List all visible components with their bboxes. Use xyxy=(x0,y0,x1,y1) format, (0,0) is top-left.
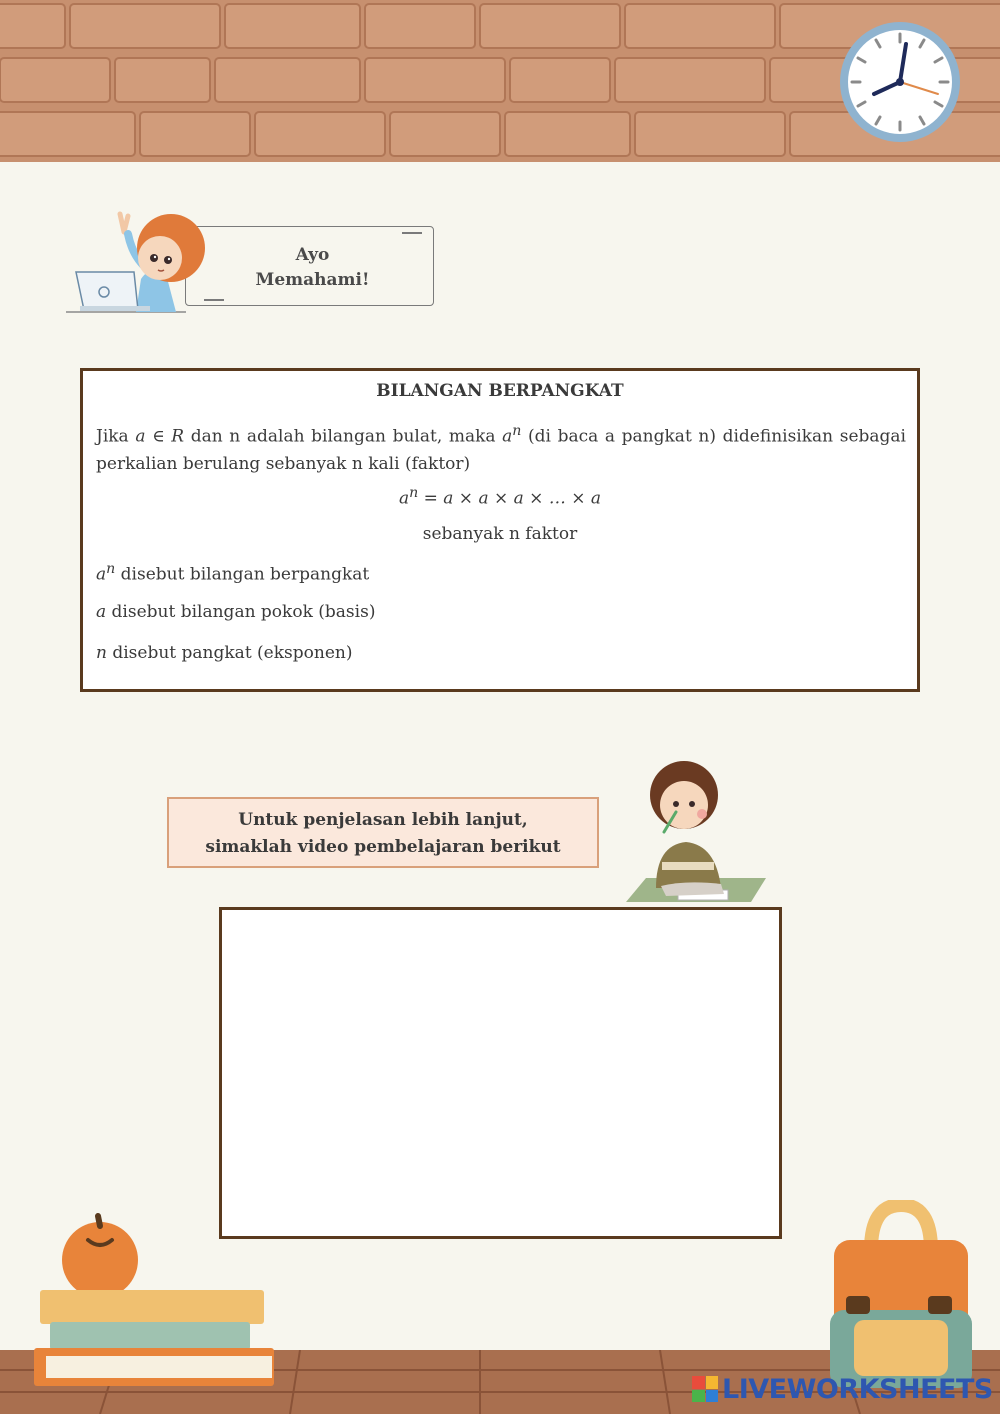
video-note-line2: simaklah video pembelajaran berikut xyxy=(205,837,561,857)
power-formula xyxy=(83,485,917,509)
var-a: a xyxy=(135,426,146,447)
liveworksheets-wordmark: LIVEWORKSHEETS xyxy=(722,1373,993,1405)
term-text: disebut bilangan pokok (basis) xyxy=(106,602,376,622)
ayo-line: Ayo xyxy=(295,245,330,265)
ayo-memahami-label xyxy=(240,243,385,293)
memahami-line: Memahami! xyxy=(255,270,370,290)
definition-title: BILANGAN BERPANGKAT xyxy=(376,381,624,401)
para-text: Jika xyxy=(96,426,136,447)
backpack-illustration xyxy=(826,1200,976,1390)
kid-with-laptop-illustration xyxy=(66,204,216,316)
term-text: disebut pangkat (eksponen) xyxy=(106,643,353,663)
box-decoration-dash xyxy=(402,232,422,234)
term-text: disebut bilangan berpangkat xyxy=(115,564,370,585)
video-note-line1: Untuk penjelasan lebih lanjut, xyxy=(238,810,528,830)
formula-rhs: = a × a × a × … × a xyxy=(418,488,602,509)
term-var: a xyxy=(96,602,107,622)
faktor-note: sebanyak n faktor xyxy=(422,524,578,544)
term-var: n xyxy=(96,643,107,663)
power-exponent: n xyxy=(512,423,522,439)
clock-icon xyxy=(838,20,962,144)
definition-box xyxy=(80,368,920,692)
term-bilangan-pokok xyxy=(96,602,375,622)
logo-square-blue xyxy=(706,1390,719,1403)
set-r: R xyxy=(171,426,185,447)
logo-square-red xyxy=(692,1376,705,1389)
formula-exponent: n xyxy=(409,485,419,501)
video-note-text xyxy=(169,807,597,861)
power-base: a xyxy=(502,426,513,447)
liveworksheets-brand[interactable] xyxy=(692,1372,993,1406)
books-and-apple-illustration xyxy=(30,1210,280,1390)
element-of-symbol: ∈ xyxy=(145,426,172,447)
logo-square-green xyxy=(692,1390,705,1403)
term-pangkat xyxy=(96,643,352,663)
term-exponent: n xyxy=(106,561,116,577)
para-text: dan n adalah bilangan bulat, maka xyxy=(184,426,503,447)
definition-paragraph xyxy=(96,418,906,478)
thinking-kid-illustration xyxy=(616,750,772,905)
video-frame[interactable] xyxy=(219,907,782,1239)
formula-base: a xyxy=(398,488,410,509)
video-note-box xyxy=(167,797,599,868)
term-bilangan-berpangkat xyxy=(96,561,369,585)
liveworksheets-logo-icon xyxy=(692,1376,718,1402)
term-base: a xyxy=(96,564,107,585)
para-text: (di baca a pangkat n) didefinisikan sebagai perkalian berulang sebanyak n kali (faktor) xyxy=(96,426,906,474)
logo-square-yellow xyxy=(706,1376,719,1389)
